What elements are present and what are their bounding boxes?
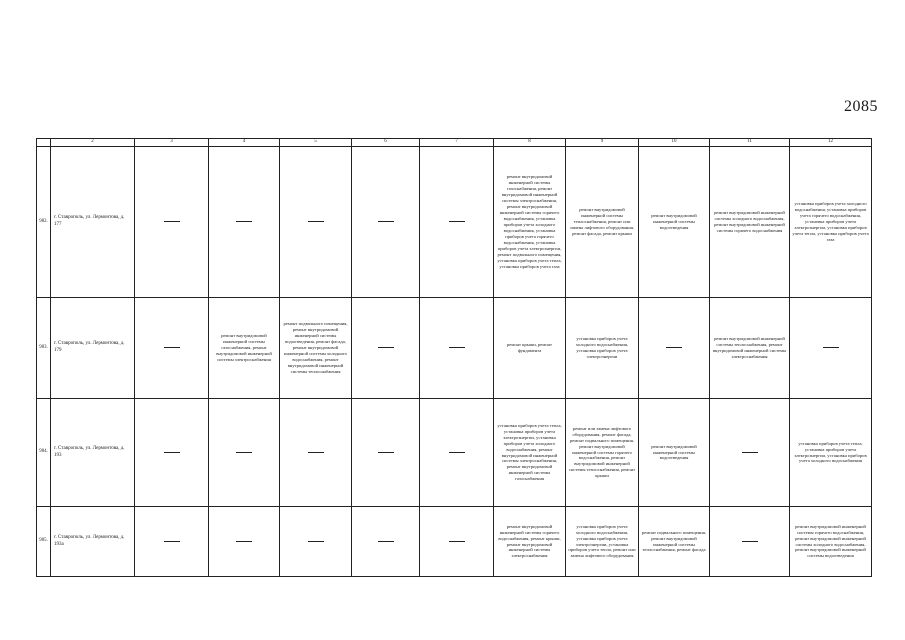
dash-mark [164,347,180,348]
table-cell [710,399,790,507]
table-cell: ремонт внутридомовой инженерной системы газоснабжения, ремонт внутридомовой инженерной системы электроснабжения [209,298,280,399]
dash-mark [378,541,394,542]
dash-mark [449,452,465,453]
table-cell [280,399,352,507]
dash-mark [742,541,758,542]
table-cell: установка приборов учета холодного водоснабжения, установка приборов учета горячего водоснабжения, установка приборов учета электроэнергии, установка приборов учета тепла, установка приборов учета газа [790,147,872,298]
dash-mark [164,452,180,453]
table-cell: установка приборов учета холодного водоснабжения, установка приборов учета электроэнергии, установка приборов учета тепла, ремонт или замена лифтового оборудования [566,507,639,577]
table-cell: ремонт подвального помещения, ремонт внутридомовой инженерной системы теплоснабжения, ремонт фасада [639,507,710,577]
table-cell [209,399,280,507]
table-cell: установка приборов учета холодного водоснабжения, установка приборов учета электроэнергии [566,298,639,399]
table-row [37,147,872,298]
table-cell: ремонт или замена лифтового оборудования, ремонт фасада, ремонт подвального помещения, ремонт внутридомовой инженерной системы горячего водоснабжения, ремонт внутридомовой инженерной системы теплоснабжения, ремонт крыши [566,399,639,507]
dash-mark [449,221,465,222]
dash-mark [823,347,839,348]
column-header: 2 [51,139,135,147]
row-number: 985. [37,507,51,577]
table-cell [209,147,280,298]
column-header: 4 [209,139,280,147]
repair-schedule-table [36,138,872,577]
table-cell [280,147,352,298]
column-header: 12 [790,139,872,147]
table-cell: установка приборов учета тепла, установка приборов учета электроэнергии, установка приборов учета холодного водоснабжения, ремонт внутридомовой инженерной системы электроснабжения, ремонт внутридомовой инженерной системы газоснабжения [494,399,566,507]
table-cell: ремонт подвального помещения, ремонт внутридомовой инженерной системы водоотведения, ремонт фасада, ремонт внутридомовой инженерной системы холодного водоснабжения, ремонт внутридомовой инженерной системы теплоснабжения [280,298,352,399]
column-header: 3 [135,139,209,147]
table-cell: ремонт внутридомовой инженерной системы водоотведения [639,399,710,507]
row-address: г. Ставрополь, ул. Лермонтова, д. 193а [51,507,135,577]
row-address: г. Ставрополь, ул. Лермонтова, д. 179 [51,298,135,399]
table-cell [639,298,710,399]
table-cell [420,147,494,298]
row-number: 983. [37,298,51,399]
row-address: г. Ставрополь, ул. Лермонтова, д. 193 [51,399,135,507]
table-cell: ремонт крыши, ремонт фундамента [494,298,566,399]
table-cell [209,507,280,577]
table-cell [420,298,494,399]
dash-mark [308,541,324,542]
table-cell [352,147,420,298]
table-cell [352,399,420,507]
table-cell: ремонт внутридомовой инженерной системы теплоснабжения, ремонт или замена лифтового оборудования, ремонт фасада, ремонт крыши [566,147,639,298]
column-header: 7 [420,139,494,147]
dash-mark [308,452,324,453]
table-cell [710,507,790,577]
row-number: 984. [37,399,51,507]
table-cell: ремонт внутридомовой инженерной системы холодного водоснабжения, ремонт внутридомовой инженерной системы горячего водоснабжения [710,147,790,298]
table-cell: ремонт внутридомовой инженерной системы газоснабжения, ремонт внутридомовой инженерной системы электроснабжения, ремонт внутридомовой инженерной системы горячего водоснабжения, установка приборов учета холодного водоснабжения, установка приборов учета горячего водоснабжения, установка приборов учета электроэнергии, ремонт подвального помещения, установка приборов учета тепла, установка приборов учета газа [494,147,566,298]
dash-mark [378,221,394,222]
dash-mark [236,221,252,222]
dash-mark [308,221,324,222]
column-header: 8 [494,139,566,147]
dash-mark [236,541,252,542]
dash-mark [742,452,758,453]
dash-mark [378,452,394,453]
table-cell [135,507,209,577]
column-header [37,139,51,147]
table-row [37,298,872,399]
table-row [37,399,872,507]
row-number: 982. [37,147,51,298]
table-cell: ремонт внутридомовой инженерной системы теплоснабжения, ремонт внутридомовой инженерной системы электроснабжения [710,298,790,399]
dash-mark [378,347,394,348]
header-row [37,139,872,147]
column-header: 10 [639,139,710,147]
dash-mark [666,347,682,348]
table-cell [790,298,872,399]
dash-mark [164,541,180,542]
column-header: 9 [566,139,639,147]
table-cell [352,507,420,577]
dash-mark [449,541,465,542]
table-cell: ремонт внутридомовой инженерной системы водоотведения [639,147,710,298]
column-header: 11 [710,139,790,147]
table-cell: установка приборов учета тепла, установка приборов учета электроэнергии, установка приборов учета холодного водоснабжения [790,399,872,507]
table-cell [135,399,209,507]
table-cell: ремонт внутридомовой инженерной системы горячего водоснабжения, ремонт крыши, ремонт внутридомовой инженерной системы электроснабжения [494,507,566,577]
dash-mark [236,452,252,453]
table-cell [420,507,494,577]
table-cell [352,298,420,399]
table-cell [135,298,209,399]
dash-mark [449,347,465,348]
table-cell: ремонт внутридомовой инженерной системы горячего водоснабжения, ремонт внутридомовой инженерной системы холодного водоснабжения, ремонт внутридомовой инженерной системы водоотведения [790,507,872,577]
row-address: г. Ставрополь, ул. Лермонтова, д. 177 [51,147,135,298]
table-cell [135,147,209,298]
column-header: 5 [280,139,352,147]
page-number: 2085 [844,98,878,115]
table-row [37,507,872,577]
table-cell [420,399,494,507]
dash-mark [164,221,180,222]
table-cell [280,507,352,577]
column-header: 6 [352,139,420,147]
